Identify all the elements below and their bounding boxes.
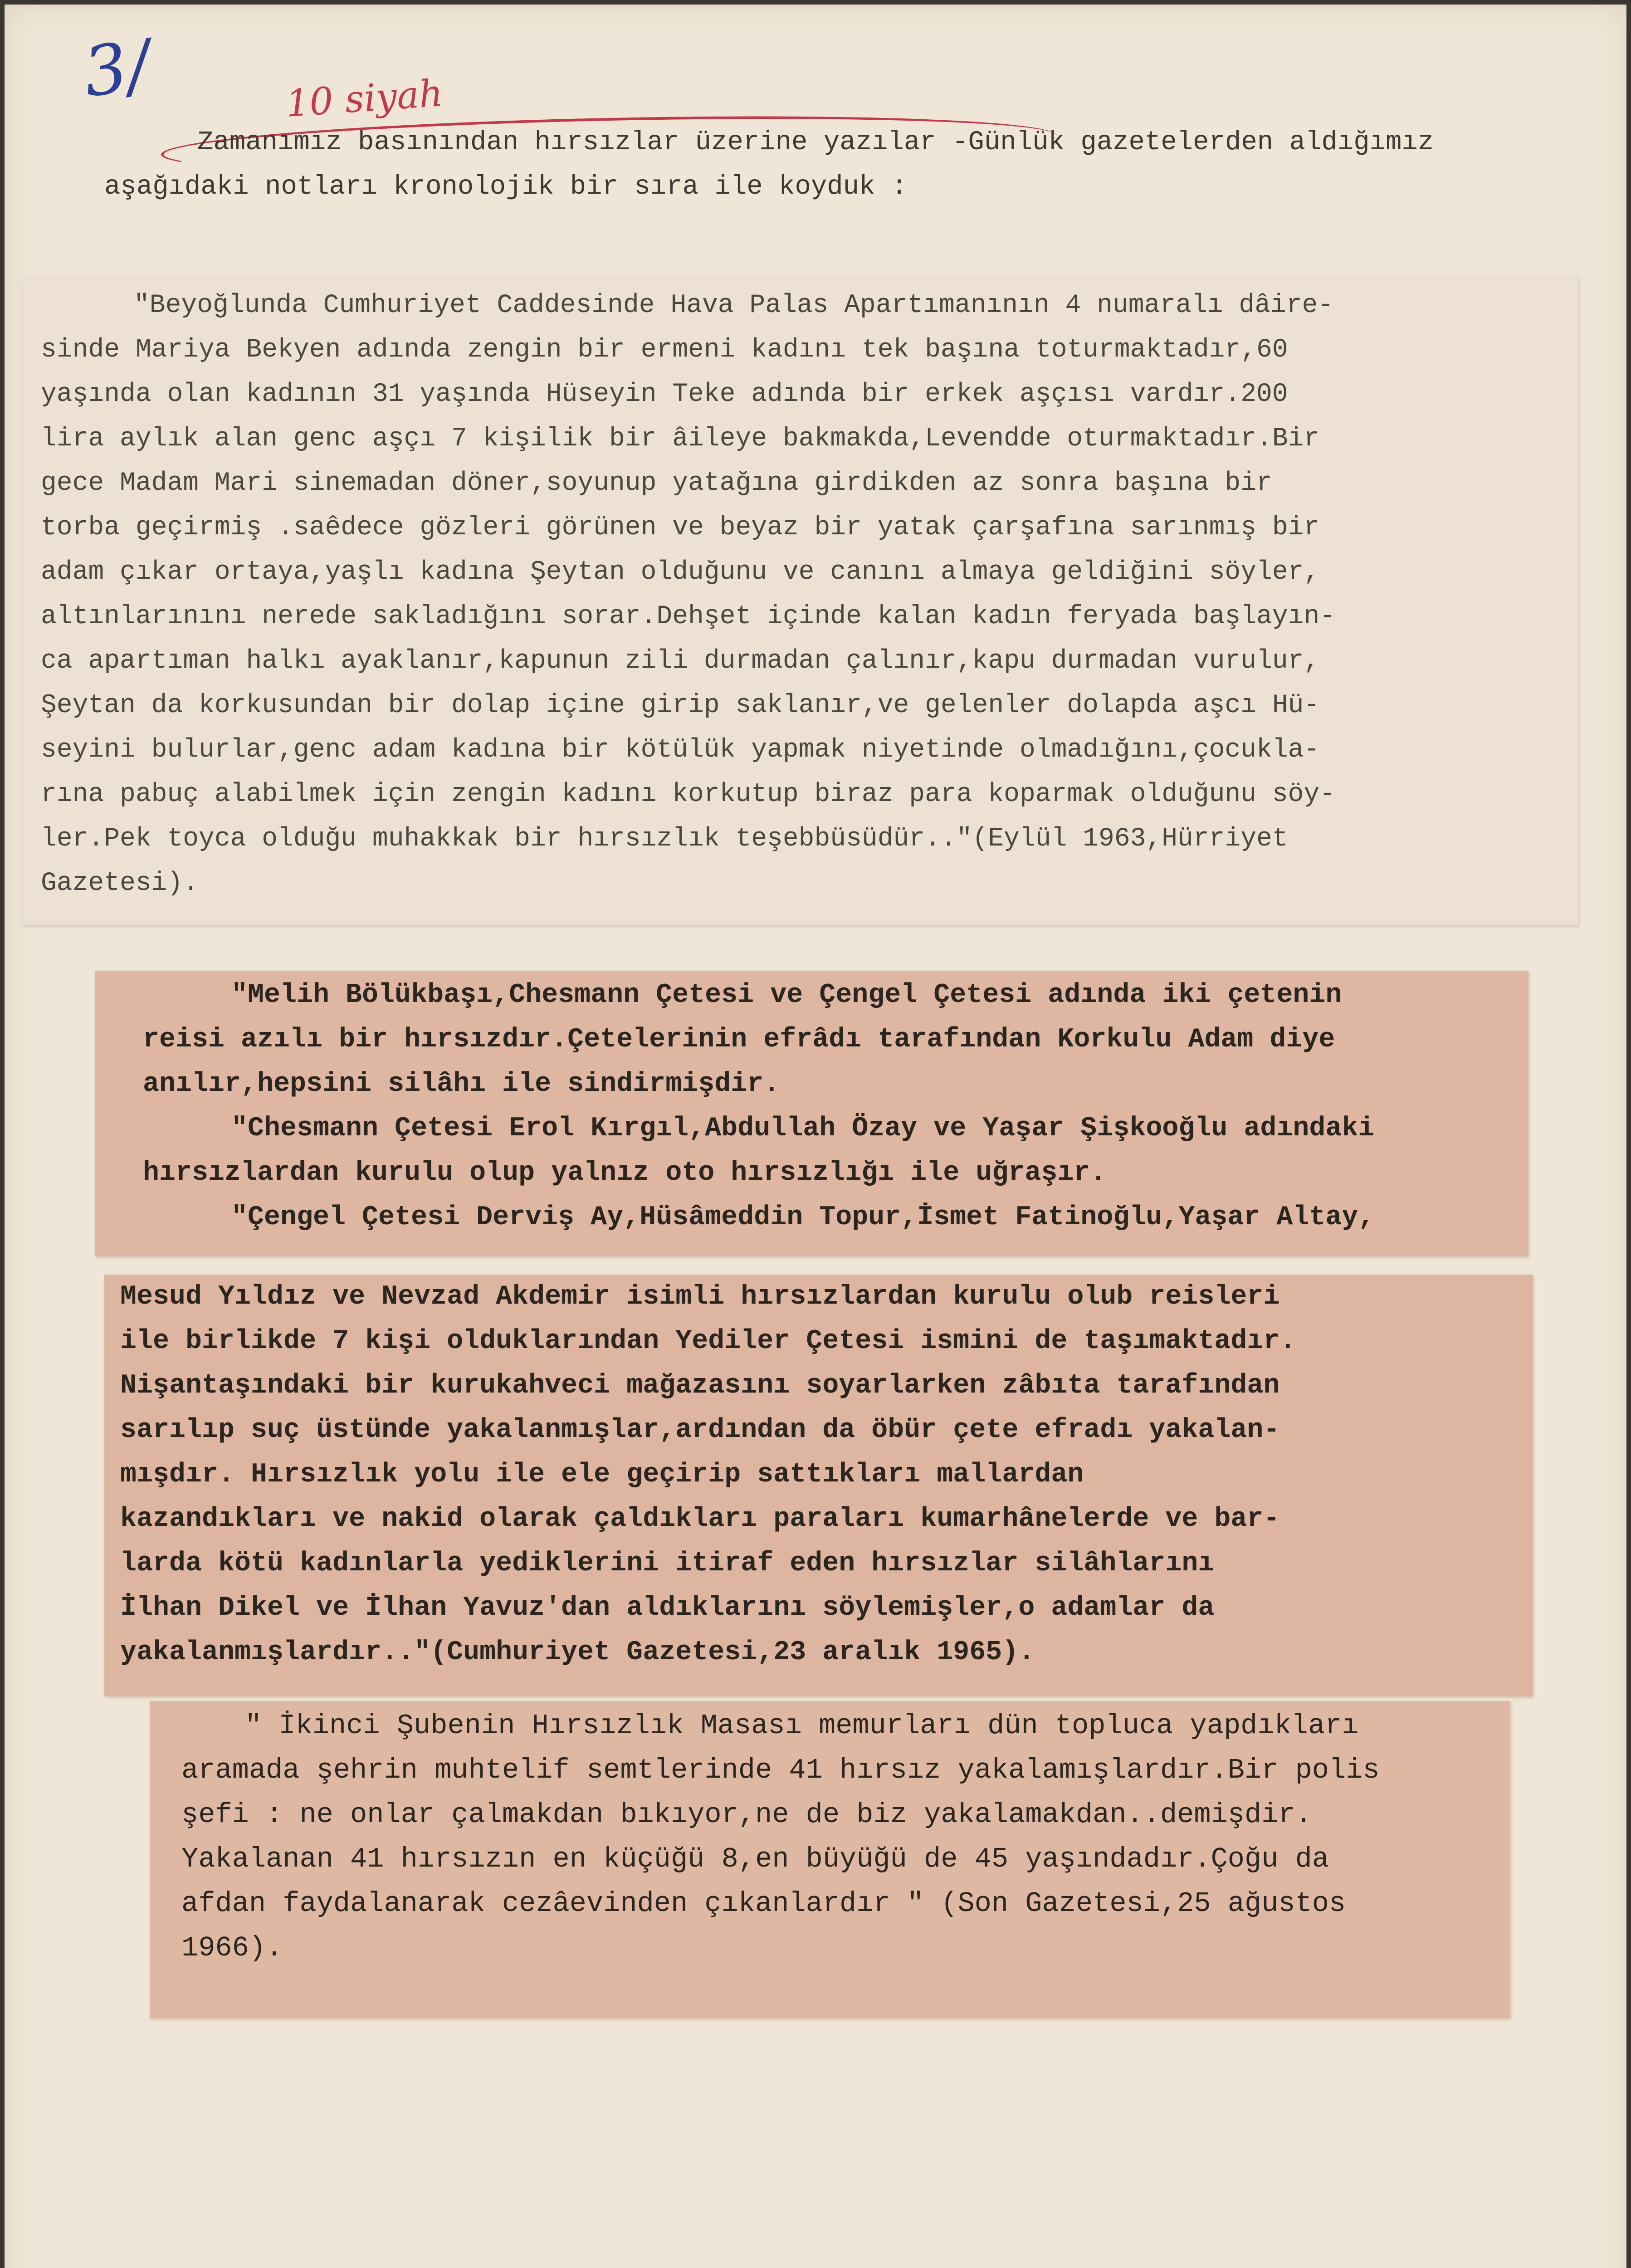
clipping-text — [120, 1275, 1296, 1675]
clipping-hurriyet-1963 — [23, 277, 1578, 925]
margin-note-handwritten: 10 siyah — [284, 72, 444, 126]
text-line: kazandıkları ve nakid olarak çaldıkları paraları kumarhânelerde ve bar- — [120, 1504, 1280, 1535]
text-line: Mesud Yıldız ve Nevzad Akdemir isimli hırsızlardan kurulu olub reisleri — [120, 1281, 1280, 1312]
text-line: anılır,hepsini silâhı ile sindirmişdir. — [143, 1069, 780, 1100]
text-line: yakalanmışlardır.."(Cumhuriyet Gazetesi,23 aralık 1965). — [120, 1637, 1035, 1668]
page-number-handwritten: 3/ — [78, 25, 156, 113]
text-line: adam çıkar ortaya,yaşlı kadına Şeytan olduğunu ve canını almaya geldiğini söyler, — [41, 557, 1320, 587]
clipping-cumhuriyet-1965 — [104, 1275, 1533, 1696]
clipping-text — [41, 284, 1335, 906]
clipping-text — [143, 973, 1374, 1240]
text-line: altınlarınını nerede sakladığını sorar.Dehşet içinde kalan kadın feryada başlayın- — [41, 602, 1336, 631]
text-line: şefi : ne onlar çalmakdan bıkıyor,ne de biz yakalamakdan..demişdir. — [181, 1799, 1312, 1831]
text-line: "Chesmann Çetesi Erol Kırgıl,Abdullah Özay ve Yaşar Şişkooğlu adındaki — [231, 1113, 1375, 1144]
text-line: lira aylık alan genc aşçı 7 kişilik bir âileye bakmakda,Levendde oturmaktadır.Bir — [41, 424, 1320, 454]
text-line: sarılıp suç üstünde yakalanmışlar,ardından da öbür çete efradı yakalan- — [120, 1415, 1280, 1446]
clipping-son-gazetesi-1966 — [150, 1701, 1510, 2019]
intro-line: aşağıdaki notları kronolojik bir sıra ile koyduk : — [104, 171, 908, 202]
text-line: seyini bulurlar,genc adam kadına bir kötülük yapmak niyetinde olmadığını,çocukla- — [41, 735, 1320, 765]
text-line: hırsızlardan kurulu olup yalnız oto hırsızlığı ile uğraşır. — [143, 1158, 1107, 1188]
document-page — [5, 5, 1626, 2268]
text-line: Şeytan da korkusundan bir dolap içine girip saklanır,ve gelenler dolapda aşcı Hü- — [41, 691, 1320, 720]
text-line: Yakalanan 41 hırsızın en küçüğü 8,en büyüğü de 45 yaşındadır.Çoğu da — [181, 1843, 1329, 1875]
text-line: torba geçirmiş .saêdece gözleri görünen ve beyaz bir yatak çarşafına sarınmış bir — [41, 513, 1320, 543]
text-line: yaşında olan kadının 31 yaşında Hüseyin Teke adında bir erkek aşçısı vardır.200 — [41, 380, 1288, 409]
text-line: "Melih Bölükbaşı,Chesmann Çetesi ve Çengel Çetesi adında iki çetenin — [231, 980, 1342, 1011]
text-line: sinde Mariya Bekyen adında zengin bir ermeni kadını tek başına toturmaktadır,60 — [41, 335, 1288, 365]
text-line: "Beyoğlunda Cumhuriyet Caddesinde Hava Palas Apartımanının 4 numaralı dâire- — [134, 291, 1334, 320]
text-line: reisi azılı bir hırsızdır.Çetelerinin efrâdı tarafından Korkulu Adam diye — [143, 1024, 1335, 1055]
text-line: "Çengel Çetesi Derviş Ay,Hüsâmeddin Topur,İsmet Fatinoğlu,Yaşar Altay, — [231, 1202, 1375, 1233]
text-line: Nişantaşındaki bir kurukahveci mağazasını soyarlarken zâbıta tarafından — [120, 1370, 1280, 1401]
text-line: afdan faydalanarak cezâevinden çıkanlardır " (Son Gazetesi,25 ağustos — [181, 1887, 1346, 1920]
text-line: gece Madam Mari sinemadan döner,soyunup yatağına girdikden az sonra başına bir — [41, 469, 1272, 498]
text-line: " İkinci Şubenin Hırsızlık Masası memurları dün topluca yapdıkları — [245, 1710, 1359, 1742]
intro-paragraph — [104, 120, 1434, 209]
text-line: rına pabuç alabilmek için zengin kadını korkutup biraz para koparmak olduğunu söy- — [41, 780, 1336, 809]
text-line: mışdır. Hırsızlık yolu ile ele geçirip sattıkları mallardan — [120, 1459, 1084, 1490]
text-line: ler.Pek toyca olduğu muhakkak bir hırsızlık teşebbüsüdür.."(Eylül 1963,Hürriyet — [41, 824, 1288, 854]
text-line: ile birlikde 7 kişi olduklarından Yediler Çetesi ismini de taşımaktadır. — [120, 1326, 1296, 1357]
clipping-text — [181, 1703, 1380, 1970]
text-line: İlhan Dikel ve İlhan Yavuz'dan aldıklarını söylemişler,o adamlar da — [120, 1593, 1215, 1623]
text-line: Gazetesi). — [41, 869, 199, 898]
text-line: larda kötü kadınlarla yediklerini itiraf eden hırsızlar silâhlarını — [120, 1548, 1215, 1579]
text-line: ca apartıman halkı ayaklanır,kapunun zili durmadan çalınır,kapu durmadan vurulur, — [41, 646, 1320, 676]
intro-line: Zamanımız basınından hırsızlar üzerine yazılar -Günlük gazetelerden aldığımız — [197, 127, 1434, 157]
clipping-gangs-part-1 — [95, 971, 1528, 1256]
text-line: aramada şehrin muhtelif semtlerinde 41 hırsız yakalamışlardır.Bir polis — [181, 1754, 1380, 1786]
text-line: 1966). — [181, 1932, 283, 1964]
